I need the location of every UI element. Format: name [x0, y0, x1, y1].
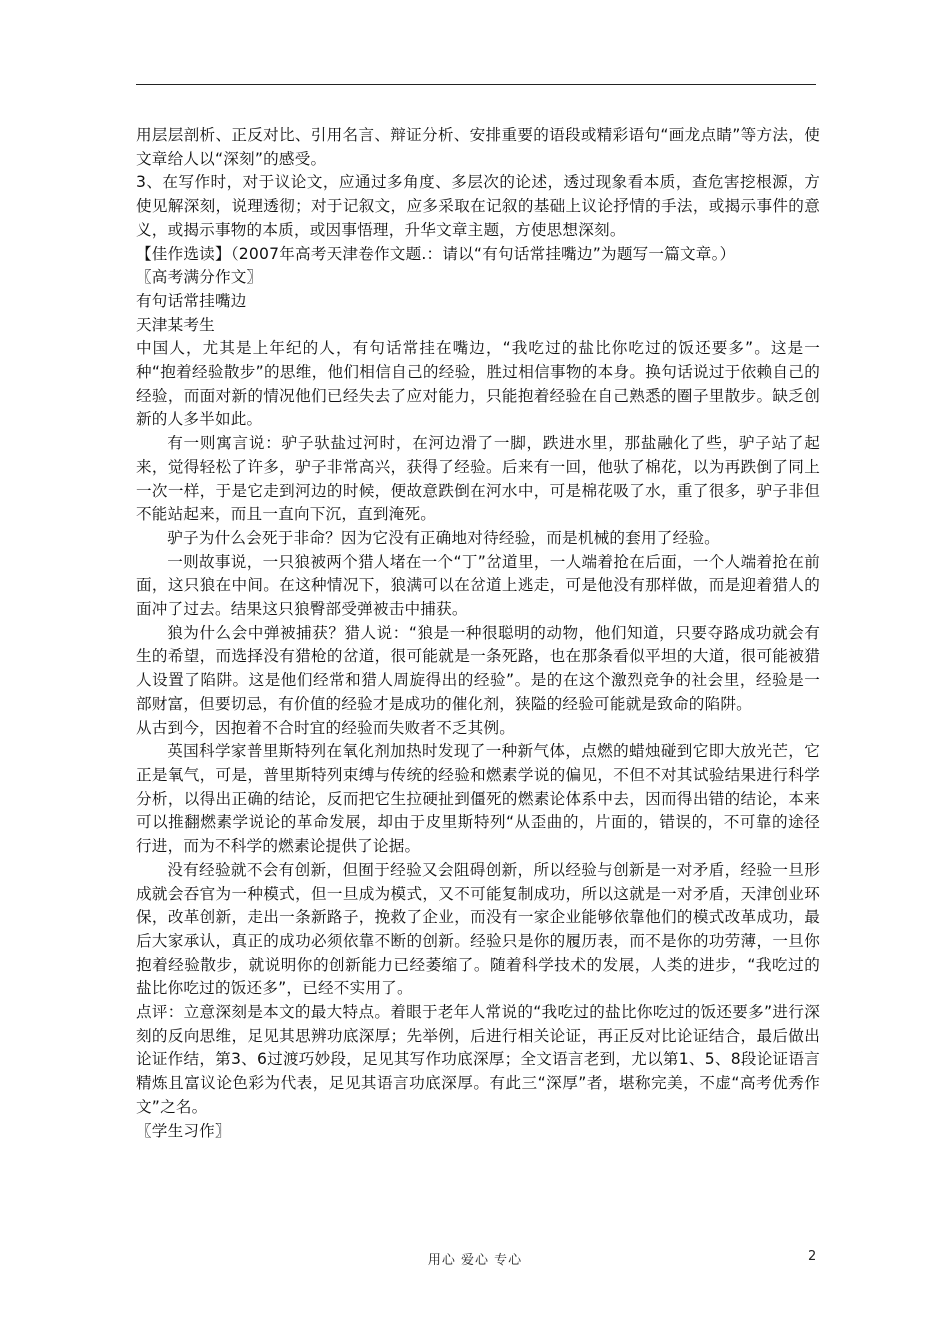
- footer-motto: 用心 爱心 专心: [427, 1253, 523, 1268]
- paragraph: 有句话常挂嘴边: [136, 291, 247, 310]
- paragraph: 【佳作选读】（2007年高考天津卷作文题.：请以“有句话常挂嘴边”为题写一篇文章。）: [136, 244, 736, 263]
- paragraph: 中国人，尤其是上年纪的人，有句话常挂在嘴边，“我吃过的盐比你吃过的饭还要多”。这是一种“抱着经验散步”的思维，他们相信自己的经验，胜过相信事物的本身。换句话说过于依赖自己的经验，而面对新的情况他们已经失去了应对能力，只能抱着经验在自己熟悉的圈子里散步。缺乏创新的人多半如此。: [136, 339, 820, 429]
- page-number: 2: [808, 1249, 817, 1264]
- paragraph: 〖高考满分作文〗: [136, 268, 263, 287]
- paragraph: 一则故事说，一只狼被两个猎人堵在一个“丁”岔道里，一人端着抢在后面，一个人端着抢在前面，这只狼在中间。在这种情况下，狼满可以在岔道上逃走，可是他没有那样做，而是迎着猎人的面冲了过去。结果这只狼臀部受弹被击中捕获。: [136, 552, 820, 619]
- paragraph: 驴子为什么会死于非命？因为它没有正确地对待经验，而是机械的套用了经验。: [167, 528, 720, 547]
- paragraph: 英国科学家普里斯特列在氧化剂加热时发现了一种新气体，点燃的蜡烛碰到它即大放光芒，它正是氧气，可是，普里斯特列束缚与传统的经验和燃素学说的偏见，不但不对其试验结果进行科学分析，以得出正确的结论，反而把它生拉硬扯到僵死的燃素论体系中去，因而得出错的结论，本来可以推翻燃素学说论的革命发展，却由于皮里斯特列“从歪曲的，片面的，错误的，不可靠的途径行进，而为不科学的燃素论提供了论据。: [136, 742, 820, 856]
- paragraph: 有一则寓言说：驴子驮盐过河时，在河边滑了一脚，跌进水里，那盐融化了些，驴子站了起来，觉得轻松了许多，驴子非常高兴，获得了经验。后来有一回，他驮了棉花，以为再跌倒了同上一次一样，于是它走到河边的时候，便故意跌倒在河水中，可是棉花吸了水，重了很多，驴子非但不能站起来，而且一直向下沉，直到淹死。: [136, 434, 820, 524]
- paragraph: 〖学生习作〗: [136, 1121, 231, 1140]
- paragraph: 点评：立意深刻是本文的最大特点。着眼于老年人常说的“我吃过的盐比你吃过的饭还要多”进行深刻的反向思维，足见其思辨功底深厚；先举例，后进行相关论证，再正反对比论证结合，最后做出论证作结，第3、6过渡巧妙段，足见其写作功底深厚；全文语言老到，尤以第1、5、8段论证语言精炼且富议论色彩为代表，足见其语言功底深厚。有此三“深厚”者，堪称完美，不虚“高考优秀作文”之名。: [136, 1003, 820, 1116]
- header-rule: [136, 84, 816, 85]
- document-body: [136, 124, 820, 1143]
- paragraph: 用层层剖析、正反对比、引用名言、辩证分析、安排重要的语段或精彩语句“画龙点睛”等方法，使文章给人以“深刻”的感受。: [136, 126, 820, 168]
- paragraph: 从古到今，因抱着不合时宜的经验而失败者不乏其例。: [136, 718, 516, 737]
- paragraph: 天津某考生: [136, 315, 215, 334]
- paragraph: 3、在写作时，对于议论文，应通过多角度、多层次的论述，透过现象看本质，查危害挖根源，方使见解深刻，说理透彻；对于记叙文，应多采取在记叙的基础上议论抒情的手法，或揭示事件的意义，或揭示事物的本质，或因事悟理，升华文章主题，方使思想深刻。: [136, 173, 820, 239]
- paragraph: 没有经验就不会有创新，但囿于经验又会阻碍创新，所以经验与创新是一对矛盾，经验一旦形成就会吞官为一种模式，但一旦成为模式，又不可能复制成功，所以这就是一对矛盾，天津创业环保，改革创新，走出一条新路子，挽救了企业，而没有一家企业能够依靠他们的模式改革成功，最后大家承认，真正的成功必须依靠不断的创新。经验只是你的履历表，而不是你的功劳薄，一旦你抱着经验散步，就说明你的创新能力已经萎缩了。随着科学技术的发展，人类的进步，“我吃过的盐比你吃过的饭还多”，已经不实用了。: [136, 860, 820, 998]
- paragraph: 狼为什么会中弹被捕获？猎人说：“狼是一种很聪明的动物，他们知道，只要夺路成功就会有生的希望，而选择没有猎枪的岔道，很可能就是一条死路，也在那条看似平坦的大道，很可能被猎人设置了陷阱。这是他们经常和猎人周旋得出的经验”。是的在这个激烈竞争的社会里，经验是一部财富，但要切忌，有价值的经验才是成功的催化剂，狭隘的经验可能就是致命的陷阱。: [136, 623, 820, 713]
